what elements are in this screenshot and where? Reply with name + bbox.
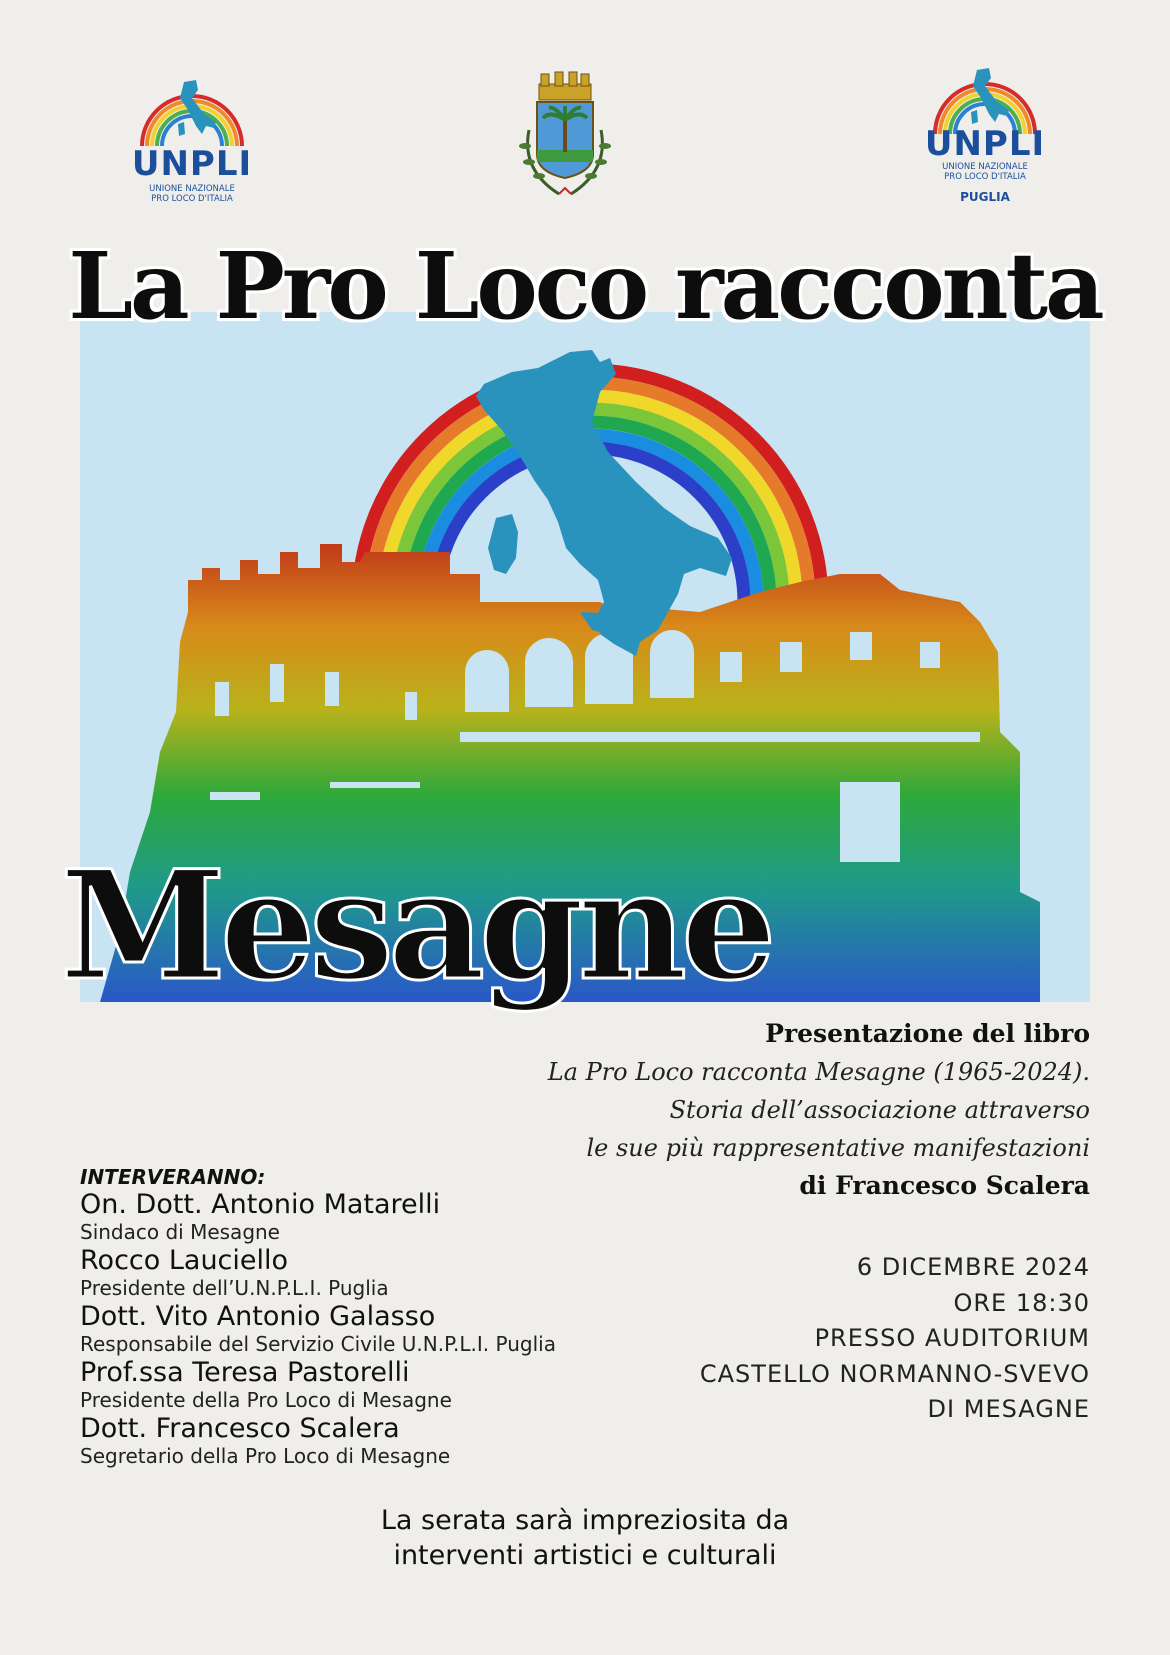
book-title-line1: La Pro Loco racconta Mesagne (1965-2024). [547, 1058, 1090, 1086]
speaker-name: On. Dott. Antonio Matarelli [80, 1189, 441, 1220]
event-venue-line2: CASTELLO NORMANNO-SVEVO [699, 1359, 1090, 1388]
event-time: ORE 18:30 [953, 1288, 1090, 1317]
unpli-subtitle [122, 184, 262, 204]
closing-note [0, 1503, 1170, 1573]
speaker-role: Sindaco di Mesagne [80, 1220, 280, 1244]
speaker-name: Dott. Francesco Scalera [80, 1413, 400, 1444]
speaker-name: Dott. Vito Antonio Galasso [80, 1301, 436, 1332]
unpli-subtitle-line2: PRO LOCO D'ITALIA [151, 194, 233, 204]
speaker-role: Presidente della Pro Loco di Mesagne [80, 1388, 452, 1412]
event-date: 6 DICEMBRE 2024 [856, 1253, 1090, 1281]
city-name: Mesagne [60, 838, 771, 1014]
coat-of-arms-icon [505, 70, 625, 210]
closing-line1: La serata sarà impreziosita da [380, 1505, 790, 1536]
coat-of-arms [505, 70, 625, 210]
unpli-subtitle [915, 162, 1055, 182]
speaker-role: Segretario della Pro Loco di Mesagne [80, 1444, 451, 1468]
event-venue-line1: PRESSO AUDITORIUM [814, 1324, 1090, 1352]
speakers-heading: INTERVERANNO: [80, 1165, 266, 1189]
unpli-subtitle-line1: UNIONE NAZIONALE [942, 162, 1028, 172]
book-title-line2: Storia dell’associazione attraverso [669, 1096, 1090, 1124]
unpli-wordmark: UNPLI [131, 144, 253, 184]
main-title: La Pro Loco racconta [68, 232, 1102, 340]
event-details [590, 1250, 1090, 1428]
closing-line2: interventi artistici e culturali [393, 1540, 777, 1571]
speaker-item [80, 1190, 680, 1244]
unpli-wordmark: UNPLI [924, 124, 1046, 164]
speaker-role: Responsabile del Servizio Civile U.N.P.L.I. Puglia [80, 1332, 556, 1356]
speaker-role: Presidente dell’U.N.P.L.I. Puglia [80, 1276, 389, 1300]
unpli-puglia-logo [915, 64, 1055, 209]
book-intro: Presentazione del libro [765, 1019, 1090, 1048]
speaker-name: Prof.ssa Teresa Pastorelli [80, 1357, 410, 1388]
event-venue-line3: DI MESAGNE [927, 1395, 1090, 1423]
book-author: di Francesco Scalera [799, 1171, 1090, 1200]
unpli-subtitle-line2: PRO LOCO D'ITALIA [944, 172, 1026, 182]
book-title-line3: le sue più rappresentative manifestazioni [586, 1134, 1090, 1162]
speaker-name: Rocco Lauciello [80, 1245, 289, 1276]
unpli-logo-left [122, 76, 262, 206]
unpli-region: PUGLIA [960, 190, 1010, 204]
unpli-subtitle-line1: UNIONE NAZIONALE [149, 184, 235, 194]
